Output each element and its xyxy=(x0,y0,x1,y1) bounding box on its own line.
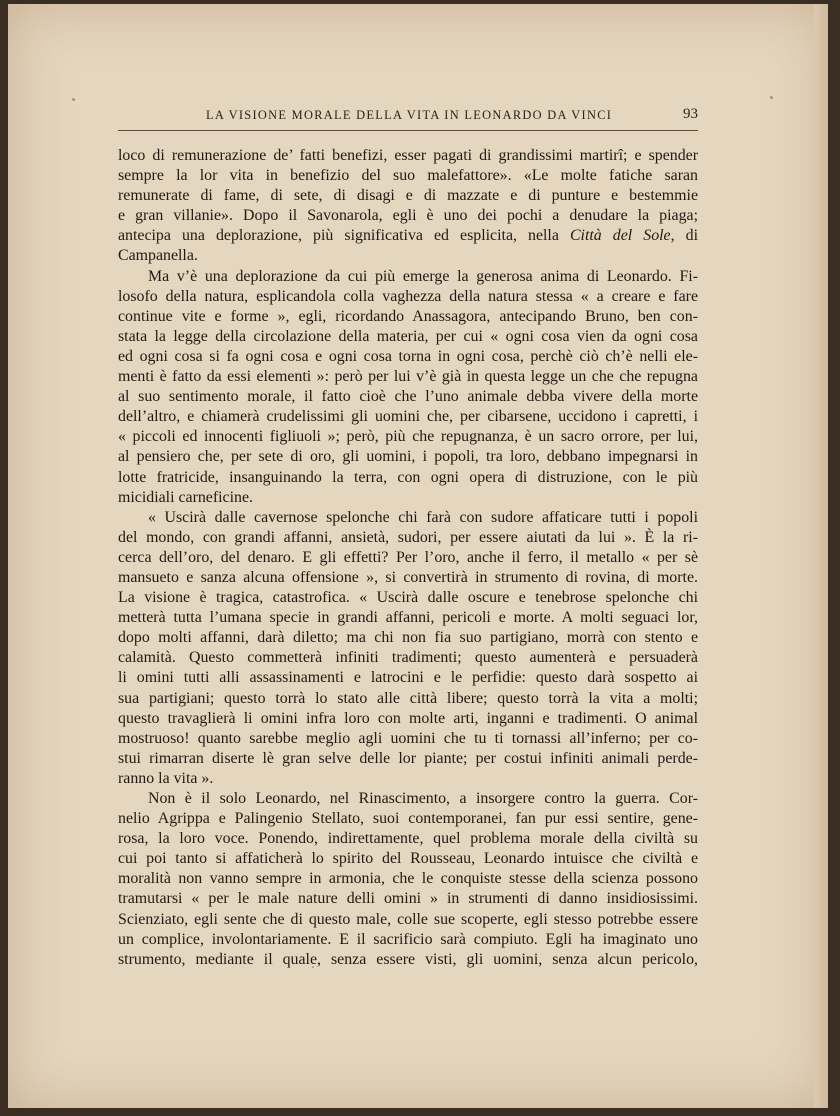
text-line: cerca dell’oro, del denaro. E gli effetti? Per l’oro, anche il ferro, il metallo « per sè xyxy=(118,548,698,566)
text-line: antecipa una deplorazione, più significativa ed esplicita, nella Città del Sole, di xyxy=(118,227,698,245)
text-line: Non è il solo Leonardo, nel Rinascimento, a insorgere contro la guerra. Cor- xyxy=(148,790,698,807)
paper-speck xyxy=(72,98,75,101)
text-line: menti è fatto da essi elementi »: però per lui v’è già in questa legge un che che repugna xyxy=(118,368,698,386)
page-edge xyxy=(814,4,828,1108)
text-line: metterà tutta l’umana specie in grandi affanni, pericoli e morte. A molti seguaci lor, xyxy=(118,609,698,627)
text-line: moralità non vanno sempre in armonia, che le conquiste stesse della scienza possono xyxy=(118,870,698,888)
text-line: sua partigiani; questo torrà lo stato alle città libere; questo torrà la vita a molti; xyxy=(118,689,698,707)
text-line: rosa, la loro voce. Ponendo, indirettamente, quel problema morale della civiltà su xyxy=(118,830,698,848)
text-line: « Uscirà dalle cavernose spelonche chi farà con sudore affaticare tutti i popoli xyxy=(148,508,698,526)
text-line: mostruoso! quanto sarebbe meglio agli uomini che tu ti tornassi all’inferno; per co- xyxy=(118,729,698,747)
body-text xyxy=(118,146,698,970)
text-line: La visione è tragica, catastrofica. « Uscirà dalle oscure e tenebrose spelonche chi xyxy=(118,589,698,607)
text-line: losofo della natura, esplicandola colla vaghezza della natura stessa « a creare e fare xyxy=(118,287,698,305)
text-line: mansueto e sanza alcuna offensione », si convertirà in strumento di rovina, di morte. xyxy=(118,568,698,586)
text-line: nelio Agrippa e Palingenio Stellato, suoi contemporanei, fan pur essi sentire, gene- xyxy=(118,810,698,828)
paper-speck xyxy=(770,96,773,99)
text-line: cui poi tanto si affaticherà lo spirito del Rousseau, Leonardo intuisce che civiltà e xyxy=(118,850,698,868)
text-line: stata la legge della circolazione della materia, per cui « ogni cosa vien da ogni cosa xyxy=(118,327,698,345)
header-rule xyxy=(118,130,698,131)
running-title: LA VISIONE MORALE DELLA VITA IN LEONARDO DA VINCI xyxy=(206,108,613,122)
text-line: al suo sentimento morale, il fatto cioè che l’uno animale debba vivere della morte xyxy=(118,388,698,406)
text-line: continue vite e forme », egli, ricordando Anassagora, antecipando Bruno, ben con- xyxy=(118,307,698,325)
text-line: un complice, involontariamente. E il sacrificio sarà compiuto. Egli ha imaginato uno xyxy=(118,930,698,948)
text-line: Campanella. xyxy=(118,247,198,265)
text-line: questo travaglierà li omini infra loro con molte arti, inganni e tradimenti. O animal xyxy=(118,709,698,727)
text-line: Scienziato, egli sente che di questo male, colle sue scoperte, egli stesso potrebbe essere xyxy=(118,910,698,928)
text-line: micidiali carneficine. xyxy=(118,488,254,506)
text-line: Ma v’è una deplorazione da cui più emerge la generosa anima di Leonardo. Fi- xyxy=(148,267,698,285)
text-line: li omini tutti alli assassinamenti e latrocini e le perfidie: questo darà sospetto ai xyxy=(118,669,698,687)
text-line: tramutarsi « per le male nature delli omini » in strumenti di danno insidiosissimi. xyxy=(118,890,698,908)
text-line: ranno la vita ». xyxy=(118,769,214,787)
text-line: dell’altro, e chiamerà crudelissimi gli uomini che, per cibarsene, uccidono i capretti, i xyxy=(118,408,698,426)
text-line: dopo molti affanni, darà diletto; ma chi non fia suo partigiano, morrà con stento e xyxy=(118,629,698,647)
text-line: calamità. Questo commetterà infiniti tradimenti; questo aumenterà e persuaderà xyxy=(118,649,698,667)
running-header xyxy=(110,108,698,130)
page-number: 93 xyxy=(683,106,698,122)
text-line: e gran villanie». Dopo il Savonarola, egli è uno dei pochi a denudare la piaga; xyxy=(118,207,698,225)
text-line: lotte fratricide, insanguinando la terra, con ogni opera di distruzione, con le più xyxy=(118,468,698,486)
text-line: loco di remunerazione de’ fatti benefizi, esser pagati di grandissimi martirî; e spender xyxy=(118,147,698,164)
text-line: stui rimarran diserte lè gran selve delle lor piante; per costui infiniti animali perde- xyxy=(118,749,698,767)
text-line: strumento, mediante il quale, senza essere visti, gli uomini, senza alcun pericolo, xyxy=(118,950,698,968)
text-line: ed ogni cosa si fa ogni cosa e ogni cosa torna in ogni cosa, perchè ciò ch’è nelli ele- xyxy=(118,347,698,365)
text-line: al pensiero che, per sete di oro, gli uomini, i popoli, tra loro, debbano impegnarsi in xyxy=(118,448,698,466)
text-line: sempre la lor vita in benefizio del suo malefattore». «Le molte fatiche saran xyxy=(118,167,698,185)
text-line: remunerate di fame, di sete, di disagi e di mazzate e di punture e bestemmie xyxy=(118,187,698,205)
text-line: « piccoli ed innocenti figliuoli »; però, più che repugnanza, è un sacro orrore, per lui, xyxy=(118,428,698,446)
text-line: del mondo, con grandi affanni, ansietà, sudori, per essere aiutati da lui ». È la ri- xyxy=(118,528,698,546)
